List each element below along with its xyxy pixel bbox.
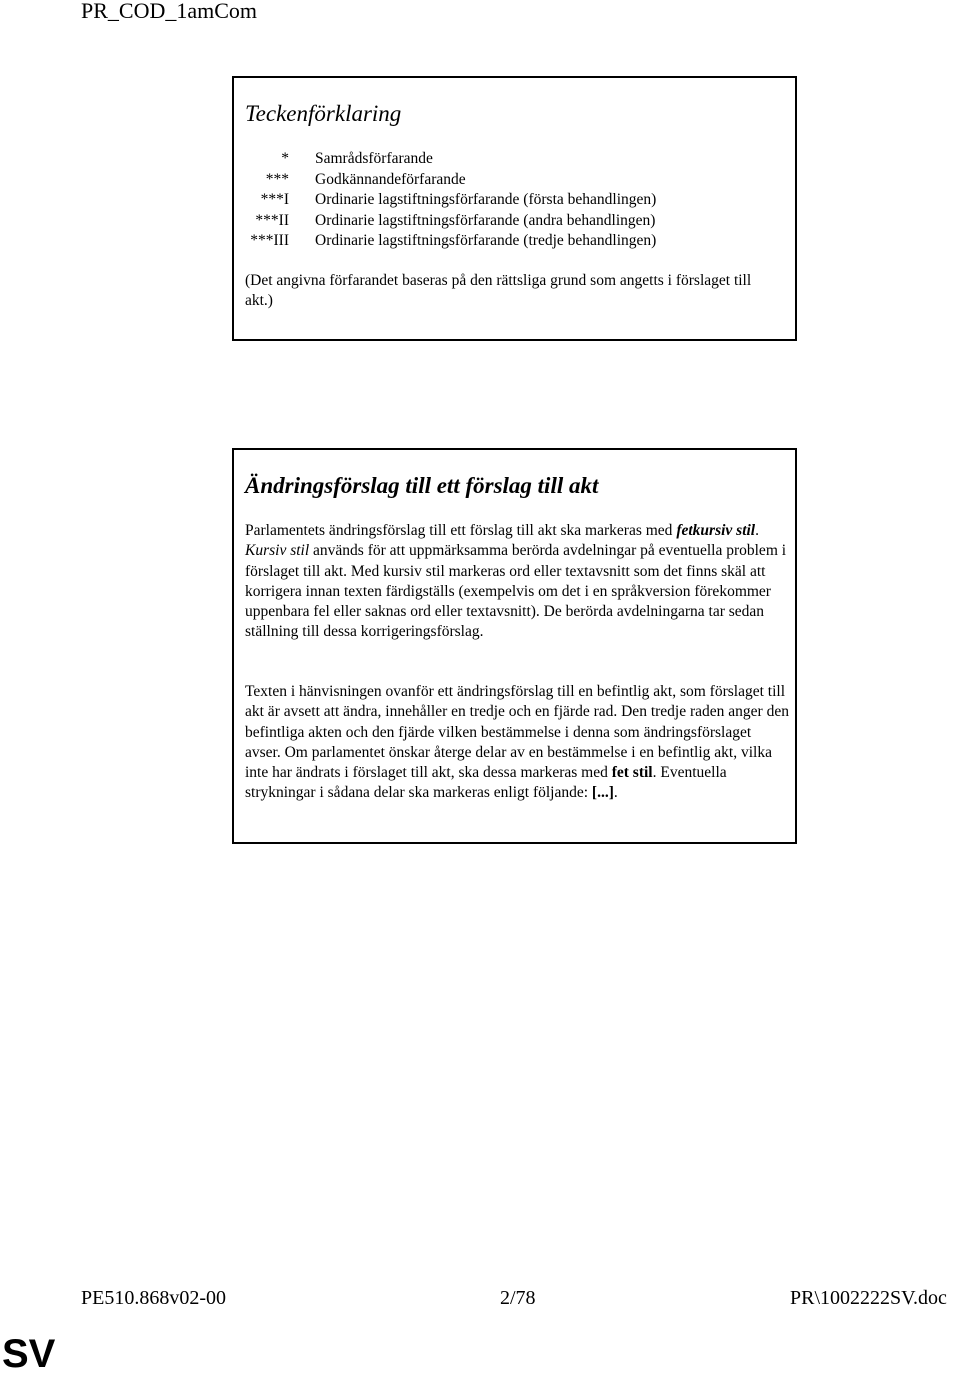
footer-page-number: 2/78 — [500, 1287, 536, 1309]
italic-term: Kursiv stil — [245, 542, 310, 560]
legend-description: Ordinarie lagstiftningsförfarande (första behandlingen) — [315, 191, 657, 208]
text-run: . — [755, 522, 759, 539]
procedure-legend-table — [245, 149, 656, 252]
language-code: SV — [2, 1332, 56, 1376]
bold-term: fet stil — [611, 764, 653, 782]
document-code-header: PR_COD_1amCom — [81, 0, 258, 23]
legend-symbol: ***III — [250, 232, 289, 249]
amendments-title: Ändringsförslag till ett förslag till akt — [245, 473, 599, 498]
legend-box — [232, 76, 797, 341]
text-run: . Eventuella strykningar i sådana delar ska markeras enligt följande: — [245, 764, 727, 802]
legend-row — [245, 190, 656, 211]
amendments-box — [232, 448, 797, 844]
legend-symbol: ***I — [260, 191, 289, 208]
text-run: Texten i hänvisningen ovanför ett ändringsförslag till en befintlig akt, som förslaget till akt är avsett att ändra, innehåller en tredje och en fjärde rad. Den tredje raden anger den befintliga akten och den fjärde vilken bestämmelse i denna som ändringsförslaget avser. Om parlamentet önskar återge delar av en bestämmelse i en befintlig akt, vilka inte har ändrats i förslaget till akt, ska dessa markeras med — [245, 683, 789, 782]
legend-description: Ordinarie lagstiftningsförfarande (andra behandlingen) — [315, 211, 656, 229]
footer-document-reference: PE510.868v02-00 — [81, 1287, 226, 1309]
amendments-paragraph-formatting — [245, 521, 790, 643]
legend-row — [245, 211, 656, 232]
legend-description: Ordinarie lagstiftningsförfarande (tredje behandlingen) — [315, 232, 657, 249]
legend-description: Samrådsförfarande — [315, 150, 433, 167]
legend-note: (Det angivna förfarandet baseras på den rättsliga grund som angetts i förslaget till akt.) — [245, 272, 752, 310]
text-run: Parlamentets ändringsförslag till ett förslag till akt ska markeras med — [245, 522, 677, 539]
legend-symbol: ***II — [255, 211, 289, 229]
legend-symbol: * — [281, 150, 289, 167]
deletion-marker: [...] — [591, 784, 614, 802]
legend-row — [245, 149, 656, 170]
amendments-paragraph-existing-act — [245, 682, 790, 804]
footer-file-name: PR\1002222SV.doc — [790, 1287, 947, 1309]
legend-description: Godkännandeförfarande — [315, 170, 466, 188]
bold-italic-term: fetkursiv stil — [676, 522, 756, 539]
text-run: används för att uppmärksamma berörda avdelningar på eventuella problem i förslaget till akt. Med kursiv stil markeras ord eller textavsnitt som det finns skäl att korrigera innan texten färdigställs (exempelvis om det i en språkversion förekommer uppenbara fel eller saknas ord eller textavsnitt). De berörda avdelningarna tar sedan ställning till dessa korrigeringsförslag. — [245, 542, 787, 641]
legend-row — [245, 170, 656, 191]
legend-title: Teckenförklaring — [245, 101, 402, 126]
legend-row — [245, 231, 656, 252]
legend-symbol: *** — [265, 170, 289, 188]
text-run: . — [613, 784, 618, 802]
